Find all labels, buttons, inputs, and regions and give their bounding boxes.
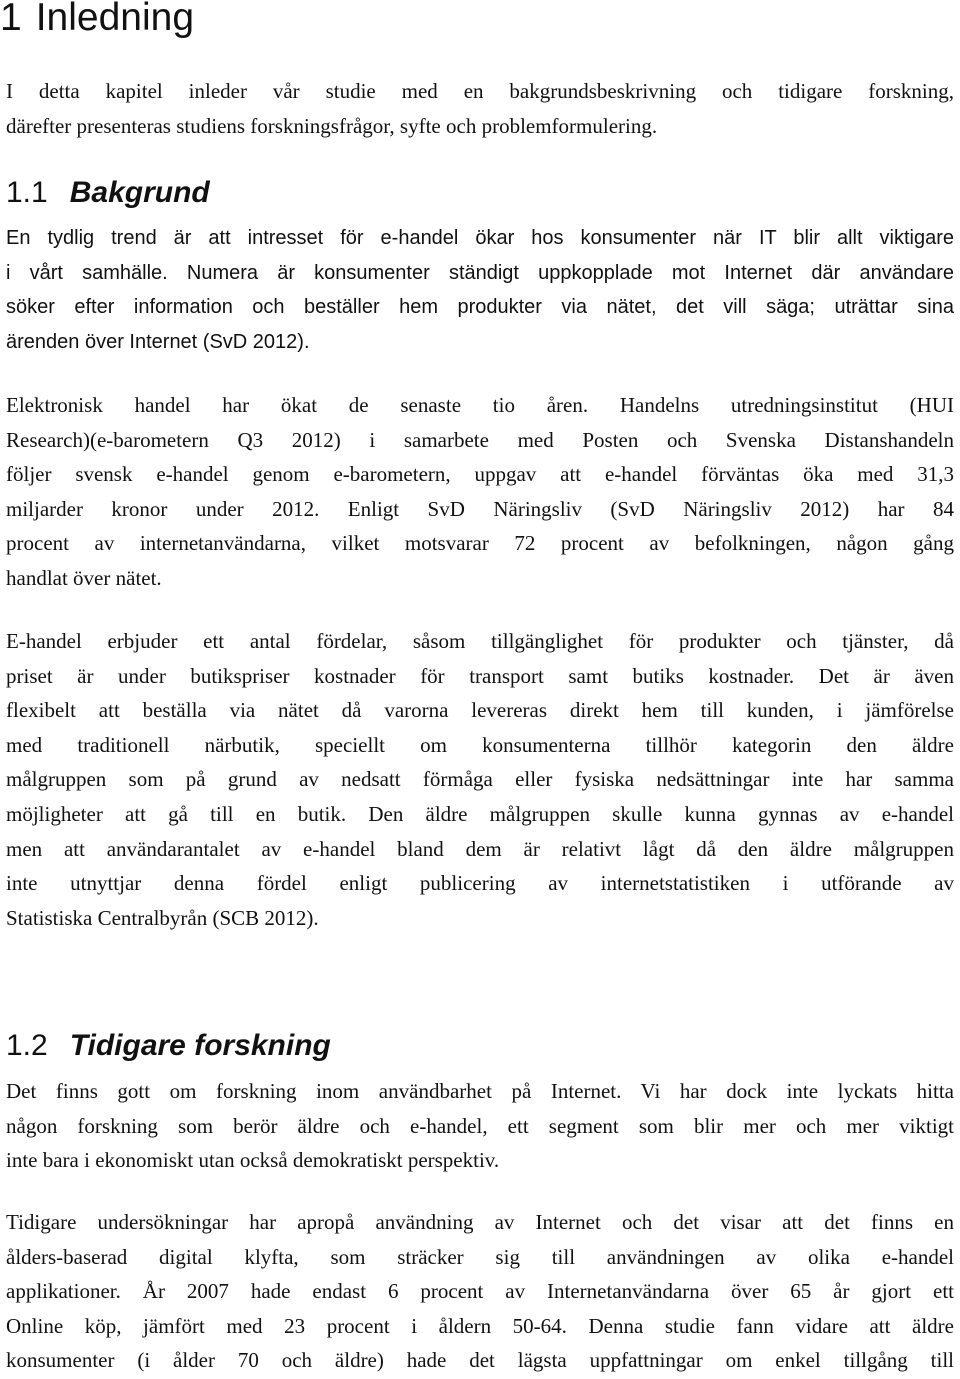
text-line: miljarder kronor under 2012. Enligt SvD Näringsliv (SvD Näringsliv 2012) har 84 <box>6 496 954 521</box>
text-line: Elektronisk handel har ökat de senaste tio åren. Handelns utredningsinstitut (HUI <box>6 393 954 417</box>
chapter-intro-paragraph <box>6 74 954 143</box>
text-line: någon forskning som berör äldre och e-handel, ett segment som blir mer och mer viktigt <box>6 1113 954 1138</box>
chapter-title: Inledning <box>35 0 195 39</box>
text-line: priset är under butikspriser kostnader för transport samt butiks kostnader. Det är även <box>6 663 954 688</box>
tidigare-forskning-paragraph-2 <box>6 1205 954 1378</box>
text-line: inte utnyttjar denna fördel enligt publicering av internetstatistiken i utförande av <box>6 871 954 896</box>
section-number: 1.1 <box>6 176 48 209</box>
text-line: i vårt samhälle. Numera är konsumenter ständigt uppkopplade mot Internet där användare <box>6 261 954 284</box>
text-line: En tydlig trend är att intresset för e-handel ökar hos konsumenter när IT blir allt viktigare <box>6 227 954 249</box>
text-line: procent av internetanvändarna, vilket motsvarar 72 procent av befolkningen, någon gång <box>6 531 954 556</box>
section-heading-bakgrund <box>6 175 210 211</box>
tidigare-forskning-paragraph-1 <box>6 1074 954 1178</box>
bakgrund-paragraph-2 <box>6 388 954 596</box>
text-line: konsumenter (i ålder 70 och äldre) hade det lägsta uppfattningar om enkel tillgång till <box>6 1348 954 1373</box>
text-line: följer svensk e-handel genom e-barometern, uppgav att e-handel förväntas öka med 31,3 <box>6 462 954 487</box>
text-line: ärenden över Internet (SvD 2012). <box>6 330 310 353</box>
chapter-number: 1 <box>0 0 22 39</box>
text-line: flexibelt att beställa via nätet då varorna levereras direkt hem till kunden, i jämförelse <box>6 698 954 723</box>
text-line: möjligheter att gå till en butik. Den äldre målgruppen skulle kunna gynnas av e-handel <box>6 801 954 826</box>
text-line: ålders-baserad digital klyfta, som sträcker sig till användningen av olika e-handel <box>6 1244 954 1269</box>
text-line: men att användarantalet av e-handel bland dem är relativt lågt då den äldre målgruppen <box>6 836 954 861</box>
bakgrund-paragraph-1 <box>6 221 954 359</box>
section-heading-tidigare-forskning <box>6 1028 331 1064</box>
bakgrund-paragraph-3 <box>6 624 954 935</box>
text-line: Statistiska Centralbyrån (SCB 2012). <box>6 905 319 930</box>
section-title: Bakgrund <box>69 176 210 209</box>
chapter-heading <box>0 0 194 40</box>
text-line: applikationer. År 2007 hade endast 6 procent av Internetanvändarna över 65 år gjort ett <box>6 1279 954 1304</box>
text-line: med traditionell närbutik, speciellt om konsumenterna tillhör kategorin den äldre <box>6 732 954 757</box>
text-line: E-handel erbjuder ett antal fördelar, såsom tillgänglighet för produkter och tjänster, då <box>6 629 954 653</box>
text-line: därefter presenteras studiens forskningsfrågor, syfte och problemformulering. <box>6 113 658 138</box>
text-line: Online köp, jämfört med 23 procent i åldern 50-64. Denna studie fann vidare att äldre <box>6 1313 954 1338</box>
text-line: söker efter information och beställer hem produkter via nätet, det vill säga; uträttar sina <box>6 296 954 319</box>
section-number: 1.2 <box>6 1029 48 1062</box>
text-line: Det finns gott om forskning inom användbarhet på Internet. Vi har dock inte lyckats hitta <box>6 1079 954 1103</box>
text-line: I detta kapitel inleder vår studie med en bakgrundsbeskrivning och tidigare forskning, <box>6 79 954 103</box>
section-title: Tidigare forskning <box>69 1029 331 1062</box>
text-line: handlat över nätet. <box>6 565 162 590</box>
text-line: inte bara i ekonomiskt utan också demokratiskt perspektiv. <box>6 1148 500 1173</box>
text-line: Tidigare undersökningar har apropå användning av Internet och det visar att det finns en <box>6 1210 954 1234</box>
text-line: Research)(e-barometern Q3 2012) i samarbete med Posten och Svenska Distanshandeln <box>6 427 954 452</box>
text-line: målgruppen som på grund av nedsatt förmåga eller fysiska nedsättningar inte har samma <box>6 767 954 792</box>
